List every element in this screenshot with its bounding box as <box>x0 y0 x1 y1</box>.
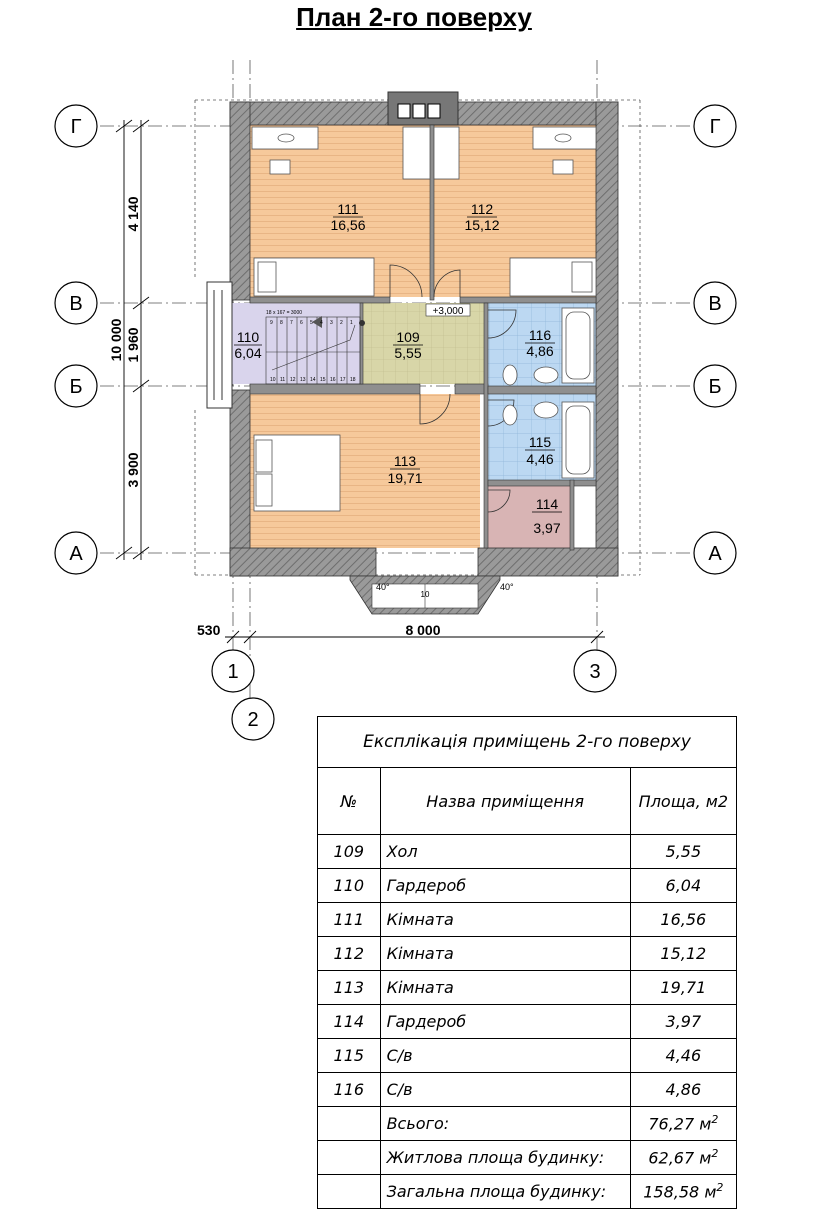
svg-text:А: А <box>69 543 83 565</box>
svg-text:10: 10 <box>270 377 276 383</box>
room-number: 116 <box>528 327 552 343</box>
svg-text:10: 10 <box>420 590 430 599</box>
room-number: 110 <box>236 329 260 345</box>
column-header-area: Площа, м2 <box>630 768 736 835</box>
room-area: 4,86 <box>526 343 554 359</box>
room-number: 113 <box>393 453 417 469</box>
level-mark: +3,000 <box>432 306 464 317</box>
svg-text:12: 12 <box>290 377 296 383</box>
svg-text:3 900: 3 900 <box>125 452 141 488</box>
svg-text:А: А <box>708 543 722 565</box>
room-schedule-table <box>317 716 737 1209</box>
svg-text:11: 11 <box>280 377 286 383</box>
svg-text:Г: Г <box>70 116 82 138</box>
table-heading: Експлікація приміщень 2-го поверху <box>318 717 737 768</box>
svg-text:1 960: 1 960 <box>125 327 141 363</box>
svg-text:Б: Б <box>708 376 722 398</box>
room-number: 109 <box>396 329 420 345</box>
svg-text:В: В <box>708 293 722 315</box>
table-row: 116 С/в 4,86 <box>318 1073 737 1107</box>
svg-text:2: 2 <box>247 709 259 731</box>
svg-text:10 000: 10 000 <box>108 318 124 362</box>
svg-text:2: 2 <box>340 320 343 326</box>
room-number: 112 <box>470 201 494 217</box>
svg-text:14: 14 <box>310 377 316 383</box>
svg-text:В: В <box>69 293 83 315</box>
svg-text:13: 13 <box>300 377 306 383</box>
svg-text:4 140: 4 140 <box>125 196 141 232</box>
room-area: 15,12 <box>464 217 500 233</box>
table-row: 112 Кімната 15,12 <box>318 937 737 971</box>
svg-text:7: 7 <box>290 320 293 326</box>
svg-text:16: 16 <box>330 377 336 383</box>
stair-note: 18 x 167 = 3000 <box>266 310 303 316</box>
svg-text:18: 18 <box>350 377 356 383</box>
svg-text:5: 5 <box>310 320 313 326</box>
room-number: 111 <box>337 201 359 217</box>
svg-text:6: 6 <box>300 320 303 326</box>
table-row: 113 Кімната 19,71 <box>318 971 737 1005</box>
balcony-angle: 40° <box>376 582 390 592</box>
svg-text:1: 1 <box>350 320 353 326</box>
svg-text:3: 3 <box>589 661 601 683</box>
room-area: 6,04 <box>234 345 262 361</box>
room-area: 19,71 <box>387 470 423 486</box>
table-row: 110 Гардероб 6,04 <box>318 869 737 903</box>
svg-text:15: 15 <box>320 377 326 383</box>
table-row: 114 Гардероб 3,97 <box>318 1005 737 1039</box>
svg-text:4: 4 <box>320 320 323 326</box>
room-area: 3,97 <box>533 520 561 536</box>
svg-text:Г: Г <box>709 116 721 138</box>
svg-text:8: 8 <box>280 320 283 326</box>
room-number: 114 <box>535 496 559 512</box>
room-area: 5,55 <box>394 345 422 361</box>
table-row: 115 С/в 4,46 <box>318 1039 737 1073</box>
total-row: Загальна площа будинку: 158,58 $м^2$ <box>318 1175 737 1209</box>
room-area: 4,46 <box>526 451 554 467</box>
stair-post <box>359 320 365 326</box>
balcony-angle: 40° <box>500 582 514 592</box>
column-header-number: № <box>318 768 381 835</box>
table-row: 109 Хол 5,55 <box>318 835 737 869</box>
balcony <box>350 576 514 614</box>
svg-text:8 000: 8 000 <box>405 622 441 638</box>
table-row: 111 Кімната 16,56 <box>318 903 737 937</box>
column-header-name: Назва приміщення <box>380 768 630 835</box>
page-title: План 2-го поверху <box>296 2 532 32</box>
total-row: Житлова площа будинку: 62,67 $м^2$ <box>318 1141 737 1175</box>
svg-text:17: 17 <box>340 377 346 383</box>
svg-text:9: 9 <box>270 320 273 326</box>
svg-text:1: 1 <box>227 661 239 683</box>
total-row: Всього: 76,27 $м^2$ <box>318 1107 737 1141</box>
svg-text:530: 530 <box>197 622 221 638</box>
bay-window <box>207 282 232 408</box>
svg-text:Б: Б <box>69 376 83 398</box>
room-number: 115 <box>528 434 552 450</box>
room-area: 16,56 <box>330 217 366 233</box>
svg-text:3: 3 <box>330 320 333 326</box>
